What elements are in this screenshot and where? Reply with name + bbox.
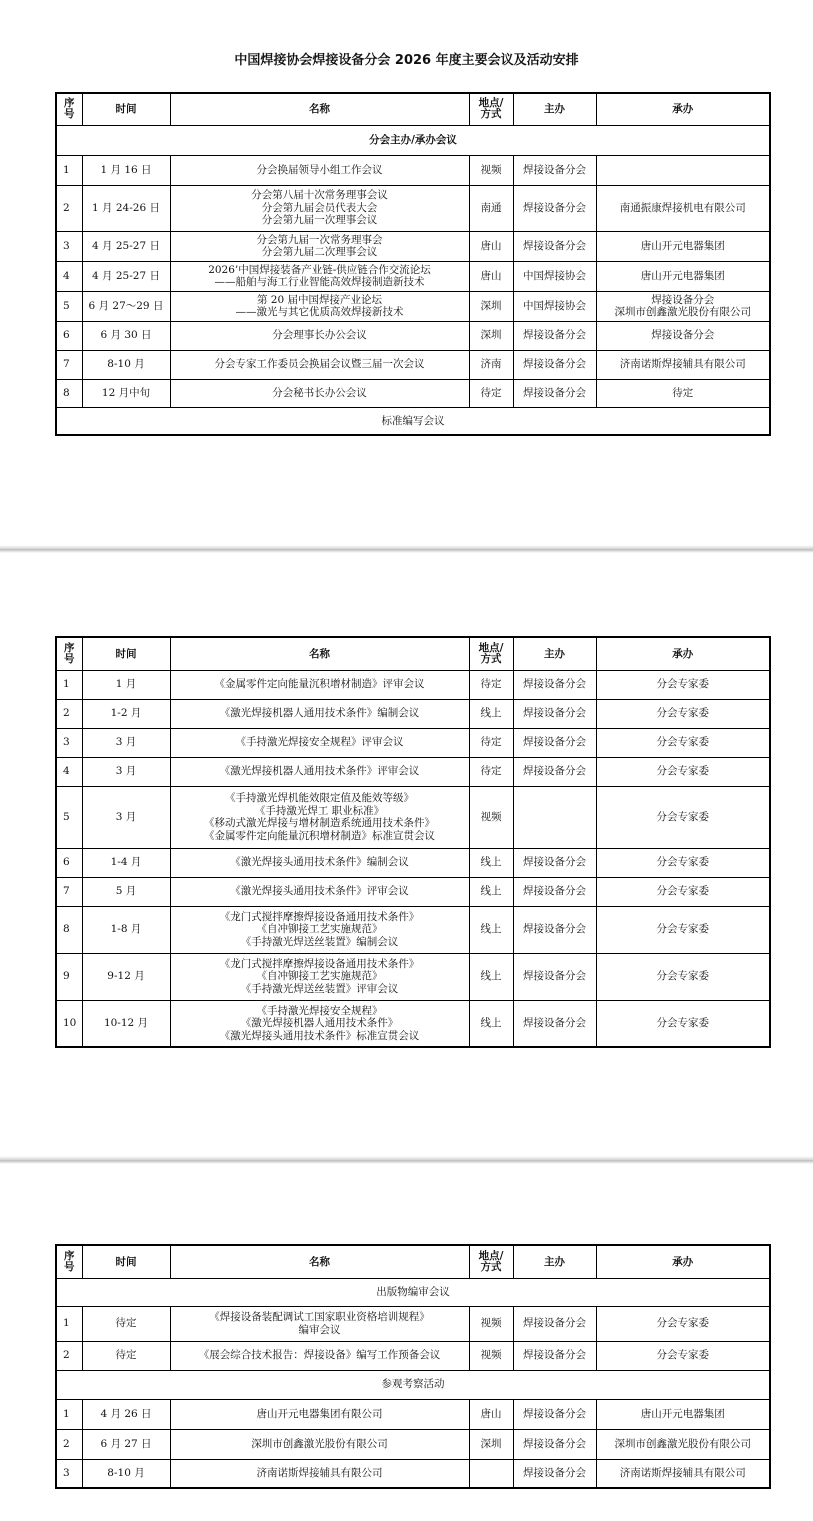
row-place: 视频 — [469, 786, 513, 848]
row-host: 焊接设备分会 — [513, 321, 596, 350]
row-organizer — [596, 291, 770, 321]
row-place: 待定 — [469, 757, 513, 786]
table-row — [56, 155, 770, 185]
row-name-line: 第 20 届中国焊接产业论坛 — [256, 293, 383, 306]
row-organizer — [596, 350, 770, 379]
row-place: 唐山 — [469, 261, 513, 291]
row-name-line: 《金属零件定向能量沉积增材制造》标准宣贯会议 — [204, 829, 435, 842]
table-row — [56, 953, 770, 1000]
row-time: 6 月 27 日 — [82, 1429, 170, 1459]
row-organizer: 分会专家委 — [596, 877, 770, 906]
row-number: 5 — [56, 291, 82, 321]
row-name-line: 《激光焊接头通用技术条件》编制会议 — [230, 856, 409, 869]
row-number: 4 — [56, 757, 82, 786]
row-name-line: 分会第九届一次常务理事会 — [256, 233, 383, 246]
row-name — [170, 953, 469, 1000]
row-name-line: 济南诺斯焊接辅具有限公司 — [256, 1467, 383, 1479]
header-time: 时间 — [82, 637, 170, 670]
table-row — [56, 231, 770, 261]
table-row — [56, 185, 770, 231]
header-host: 主办 — [513, 637, 596, 670]
table-row — [56, 848, 770, 877]
header-place: 地点/ 方式 — [469, 637, 513, 670]
row-number: 3 — [56, 728, 82, 757]
row-name-line: 分会第九届会员代表大会 — [261, 201, 378, 214]
row-place — [469, 1459, 513, 1488]
section-title: 标准编写会议 — [56, 407, 770, 435]
row-host: 焊接设备分会 — [513, 848, 596, 877]
header-no: 序 号 — [56, 637, 82, 670]
table-row — [56, 786, 770, 848]
row-host: 焊接设备分会 — [513, 1341, 596, 1370]
header-name: 名称 — [170, 93, 469, 125]
document-title: 中国焊接协会焊接设备分会 2026 年度主要会议及活动安排 — [234, 53, 579, 68]
row-host: 焊接设备分会 — [513, 155, 596, 185]
row-place: 线上 — [469, 1000, 513, 1047]
row-name-line: 分会第九届二次理事会议 — [261, 246, 378, 258]
row-host: 焊接设备分会 — [513, 906, 596, 953]
row-place: 线上 — [469, 848, 513, 877]
row-name — [170, 261, 469, 291]
row-name-line: 分会专家工作委员会换届会议暨三届一次会议 — [214, 358, 425, 371]
row-time: 1-4 月 — [82, 848, 170, 877]
row-organizer-line: 待定 — [672, 386, 694, 399]
row-name — [170, 350, 469, 379]
row-time: 1-8 月 — [82, 906, 170, 953]
row-place: 线上 — [469, 877, 513, 906]
row-organizer-line: 南通振康焊接机电有限公司 — [619, 201, 746, 214]
row-name-line: 分会第八届十次常务理事会议 — [251, 189, 388, 202]
row-time: 8-10 月 — [82, 350, 170, 379]
row-host: 焊接设备分会 — [513, 670, 596, 699]
row-time: 6 月 30 日 — [82, 321, 170, 350]
row-name — [170, 231, 469, 261]
row-organizer — [596, 261, 770, 291]
table-row — [56, 261, 770, 291]
table-row — [56, 906, 770, 953]
row-time: 5 月 — [82, 877, 170, 906]
row-host: 中国焊接协会 — [513, 291, 596, 321]
row-name-line: 《手持激光焊工 职业标准》 — [254, 804, 385, 817]
row-host: 焊接设备分会 — [513, 1399, 596, 1429]
row-name-line: 2026’中国焊接装备产业链-供应链合作交流论坛 — [208, 263, 431, 276]
row-host: 焊接设备分会 — [513, 877, 596, 906]
table-row — [56, 1341, 770, 1370]
row-host: 焊接设备分会 — [513, 757, 596, 786]
table-row — [56, 350, 770, 379]
row-time: 4 月 25-27 日 — [82, 231, 170, 261]
row-place: 南通 — [469, 185, 513, 231]
row-name — [170, 786, 469, 848]
row-place: 深圳 — [469, 321, 513, 350]
row-name-line: ——激光与其它优质高效焊接新技术 — [235, 306, 404, 318]
table-row — [56, 757, 770, 786]
row-place: 待定 — [469, 670, 513, 699]
row-name-line: 唐山开元电器集团有限公司 — [256, 1407, 383, 1420]
row-host: 焊接设备分会 — [513, 379, 596, 407]
row-time: 3 月 — [82, 728, 170, 757]
header-no: 序 号 — [56, 1245, 82, 1278]
row-name — [170, 155, 469, 185]
table-row — [56, 728, 770, 757]
row-host: 焊接设备分会 — [513, 1429, 596, 1459]
row-organizer-line: 焊接设备分会 — [651, 293, 715, 306]
row-host: 焊接设备分会 — [513, 953, 596, 1000]
table-row — [56, 1429, 770, 1459]
row-organizer — [596, 321, 770, 350]
row-name-line: 《手持激光焊机能效限定值及能效等级》 — [225, 792, 414, 804]
table-row — [56, 699, 770, 728]
table-3 — [55, 1244, 771, 1489]
header-organizer: 承办 — [596, 637, 770, 670]
row-organizer: 深圳市创鑫激光股份有限公司 — [596, 1429, 770, 1459]
row-host: 焊接设备分会 — [513, 1306, 596, 1341]
row-name-line: 分会理事长办公会议 — [272, 329, 367, 342]
table-row — [56, 1306, 770, 1341]
row-number: 2 — [56, 699, 82, 728]
row-organizer: 分会专家委 — [596, 786, 770, 848]
row-organizer-line: 深圳市创鑫激光股份有限公司 — [614, 306, 751, 318]
section-title: 出版物编审会议 — [56, 1278, 770, 1306]
row-name-line: 《展会综合技术报告：焊接设备》编写工作预备会议 — [198, 1349, 441, 1362]
row-name-line: 《移动式激光焊接与增材制造系统通用技术条件》 — [204, 817, 435, 829]
row-number: 6 — [56, 848, 82, 877]
row-time: 6 月 27～29 日 — [82, 291, 170, 321]
row-organizer: 分会专家委 — [596, 757, 770, 786]
row-number: 8 — [56, 379, 82, 407]
row-organizer: 分会专家委 — [596, 1341, 770, 1370]
row-name-line: 《激光焊接机器人通用技术条件》编制会议 — [219, 707, 420, 720]
row-host: 焊接设备分会 — [513, 231, 596, 261]
row-host — [513, 786, 596, 848]
row-name — [170, 906, 469, 953]
table-row — [56, 670, 770, 699]
row-place: 视频 — [469, 1341, 513, 1370]
row-place: 视频 — [469, 1306, 513, 1341]
row-name-line: 《激光焊接头通用技术条件》评审会议 — [230, 885, 409, 898]
table-row — [56, 321, 770, 350]
row-number: 7 — [56, 877, 82, 906]
row-name-line: 《手持激光焊送丝装置》评审会议 — [240, 982, 399, 995]
row-time: 12 月中旬 — [82, 379, 170, 407]
header-organizer: 承办 — [596, 93, 770, 125]
row-place: 唐山 — [469, 231, 513, 261]
row-place: 济南 — [469, 350, 513, 379]
row-name — [170, 728, 469, 757]
header-organizer: 承办 — [596, 1245, 770, 1278]
header-name: 名称 — [170, 1245, 469, 1278]
row-number: 1 — [56, 1306, 82, 1341]
row-time: 1 月 16 日 — [82, 155, 170, 185]
row-time: 3 月 — [82, 757, 170, 786]
row-time: 待定 — [82, 1341, 170, 1370]
row-time: 4 月 26 日 — [82, 1399, 170, 1429]
row-time: 3 月 — [82, 786, 170, 848]
row-name-line: 《自冲铆接工艺实施规范》 — [256, 970, 383, 983]
row-host: 中国焊接协会 — [513, 261, 596, 291]
row-organizer-line: 焊接设备分会 — [651, 329, 715, 342]
row-name — [170, 1000, 469, 1047]
row-place: 线上 — [469, 953, 513, 1000]
row-place: 唐山 — [469, 1399, 513, 1429]
page-separator — [0, 1156, 813, 1164]
row-name-line: 深圳市创鑫激光股份有限公司 — [251, 1437, 388, 1450]
header-row — [56, 93, 770, 125]
table-row — [56, 1399, 770, 1429]
row-place: 深圳 — [469, 291, 513, 321]
row-name — [170, 1341, 469, 1370]
row-name — [170, 877, 469, 906]
table-row — [56, 379, 770, 407]
row-time: 1-2 月 — [82, 699, 170, 728]
header-place: 地点/ 方式 — [469, 93, 513, 125]
header-host: 主办 — [513, 93, 596, 125]
row-number: 1 — [56, 670, 82, 699]
row-name-line: 《手持激光焊接安全规程》 — [256, 1004, 383, 1017]
row-number: 5 — [56, 786, 82, 848]
row-organizer: 分会专家委 — [596, 953, 770, 1000]
row-place: 线上 — [469, 699, 513, 728]
row-organizer: 分会专家委 — [596, 1306, 770, 1341]
row-host: 焊接设备分会 — [513, 350, 596, 379]
row-time: 1 月 — [82, 670, 170, 699]
table-row — [56, 1000, 770, 1047]
row-number: 2 — [56, 185, 82, 231]
header-no: 序 号 — [56, 93, 82, 125]
header-row — [56, 637, 770, 670]
row-organizer: 唐山开元电器集团 — [596, 1399, 770, 1429]
row-name — [170, 699, 469, 728]
row-organizer-line: 唐山开元电器集团 — [640, 269, 725, 282]
row-organizer — [596, 185, 770, 231]
section-title: 参观考察活动 — [56, 1370, 770, 1399]
row-number: 2 — [56, 1341, 82, 1370]
row-organizer-line: 济南诺斯焊接辅具有限公司 — [619, 358, 746, 371]
row-name-line: 《激光焊接头通用技术条件》标准宣贯会议 — [219, 1029, 420, 1042]
row-organizer-line: 唐山开元电器集团 — [640, 239, 725, 252]
row-name — [170, 321, 469, 350]
row-place: 待定 — [469, 379, 513, 407]
section-title: 分会主办/承办会议 — [56, 125, 770, 155]
row-number: 3 — [56, 1459, 82, 1488]
row-number: 10 — [56, 1000, 82, 1047]
row-name — [170, 1399, 469, 1429]
row-name — [170, 670, 469, 699]
row-number: 8 — [56, 906, 82, 953]
header-host: 主办 — [513, 1245, 596, 1278]
row-name-line: 分会第九届一次理事会议 — [261, 214, 378, 227]
row-place: 待定 — [469, 728, 513, 757]
table-row — [56, 877, 770, 906]
table-row — [56, 1459, 770, 1488]
row-host: 焊接设备分会 — [513, 1000, 596, 1047]
row-place: 深圳 — [469, 1429, 513, 1459]
row-name — [170, 1306, 469, 1341]
row-name-line: 《自冲铆接工艺实施规范》 — [256, 923, 383, 936]
row-name-line: 《激光焊接机器人通用技术条件》评审会议 — [219, 765, 420, 778]
page-separator — [0, 545, 813, 553]
row-organizer: 济南诺斯焊接辅具有限公司 — [596, 1459, 770, 1488]
row-organizer: 分会专家委 — [596, 848, 770, 877]
row-organizer: 分会专家委 — [596, 670, 770, 699]
row-name-line: 分会换届领导小组工作会议 — [256, 163, 383, 176]
row-name — [170, 757, 469, 786]
row-time: 8-10 月 — [82, 1459, 170, 1488]
table-1 — [55, 92, 771, 436]
row-organizer — [596, 155, 770, 185]
row-name — [170, 379, 469, 407]
row-time: 9-12 月 — [82, 953, 170, 1000]
row-place: 线上 — [469, 906, 513, 953]
table-row — [56, 291, 770, 321]
row-name-line: 《手持激光焊送丝装置》编制会议 — [240, 935, 399, 948]
row-time: 4 月 25-27 日 — [82, 261, 170, 291]
header-row — [56, 1245, 770, 1278]
row-name — [170, 1429, 469, 1459]
header-place: 地点/ 方式 — [469, 1245, 513, 1278]
header-name: 名称 — [170, 637, 469, 670]
header-time: 时间 — [82, 1245, 170, 1278]
row-organizer: 分会专家委 — [596, 1000, 770, 1047]
row-name-line: 《龙门式搅拌摩擦焊接设备通用技术条件》 — [219, 910, 420, 923]
row-time: 10-12 月 — [82, 1000, 170, 1047]
row-number: 1 — [56, 1399, 82, 1429]
row-name-line: 《金属零件定向能量沉积增材制造》评审会议 — [214, 678, 425, 691]
row-organizer — [596, 379, 770, 407]
row-organizer: 分会专家委 — [596, 728, 770, 757]
row-time: 待定 — [82, 1306, 170, 1341]
row-host: 焊接设备分会 — [513, 185, 596, 231]
row-name-line: 《手持激光焊接安全规程》评审会议 — [235, 736, 404, 749]
row-number: 1 — [56, 155, 82, 185]
row-name-line: 《焊接设备装配调试工国家职业资格培训规程》 — [209, 1311, 430, 1323]
header-time: 时间 — [82, 93, 170, 125]
row-number: 6 — [56, 321, 82, 350]
row-name-line: 《龙门式搅拌摩擦焊接设备通用技术条件》 — [219, 957, 420, 970]
row-place: 视频 — [469, 155, 513, 185]
row-number: 7 — [56, 350, 82, 379]
row-host: 焊接设备分会 — [513, 728, 596, 757]
row-number: 9 — [56, 953, 82, 1000]
row-name — [170, 848, 469, 877]
row-number: 3 — [56, 231, 82, 261]
row-organizer — [596, 231, 770, 261]
row-host: 焊接设备分会 — [513, 699, 596, 728]
table-2 — [55, 636, 771, 1048]
row-number: 2 — [56, 1429, 82, 1459]
row-name-line: 分会秘书长办公会议 — [272, 386, 367, 399]
row-time: 1 月 24-26 日 — [82, 185, 170, 231]
row-name-line: 《激光焊接机器人通用技术条件》 — [240, 1017, 399, 1029]
row-organizer: 分会专家委 — [596, 906, 770, 953]
row-name — [170, 1459, 469, 1488]
row-name-line: ——船舶与海工行业智能高效焊接制造新技术 — [214, 276, 425, 288]
row-organizer: 分会专家委 — [596, 699, 770, 728]
row-number: 4 — [56, 261, 82, 291]
row-name — [170, 291, 469, 321]
row-host: 焊接设备分会 — [513, 1459, 596, 1488]
row-name — [170, 185, 469, 231]
row-name-line: 编审会议 — [298, 1323, 341, 1336]
